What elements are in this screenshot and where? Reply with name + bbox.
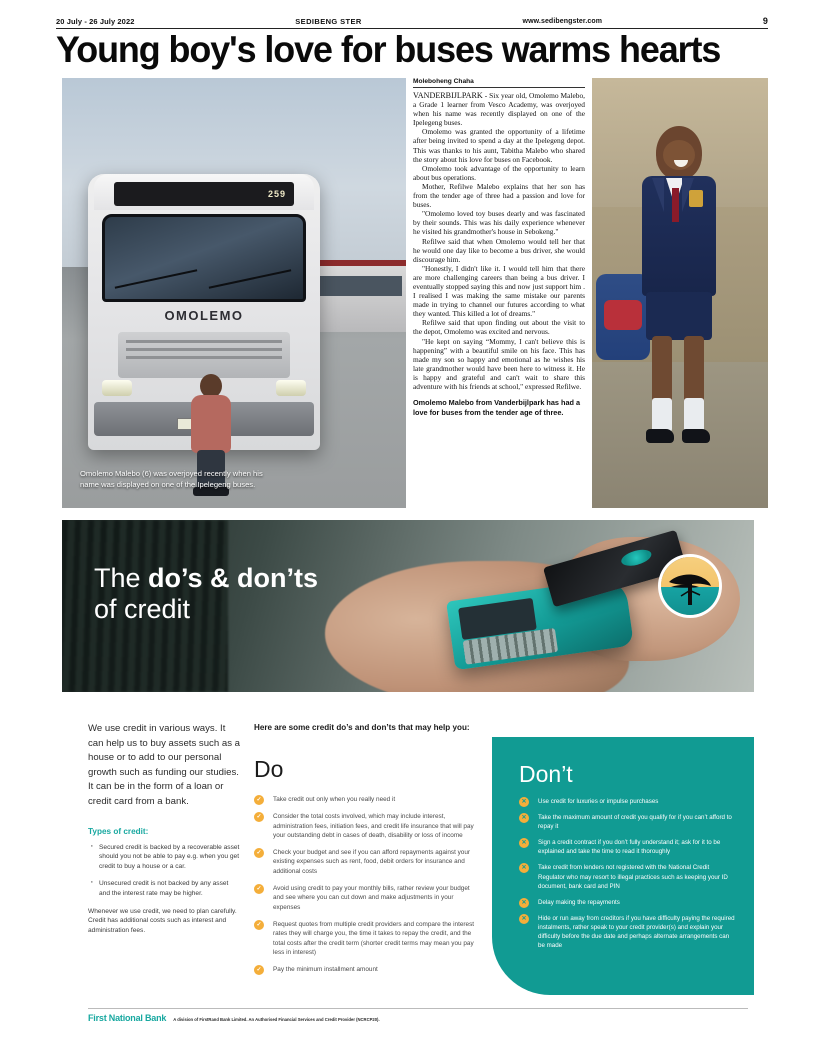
list-item <box>519 797 735 806</box>
list-item-text: Check your budget and see if you can afford repayments against your existing expenses such as rent, food, debit orders for insurance and additional costs <box>273 849 471 875</box>
credit-advert-banner <box>62 520 754 692</box>
types-of-credit-list <box>88 843 240 899</box>
school-tie <box>672 188 679 222</box>
cross-icon: ✕ <box>519 898 529 908</box>
masthead-page-number: 9 <box>762 16 768 26</box>
cross-icon: ✕ <box>519 838 529 848</box>
list-item-text: Pay the minimum installment amount <box>273 966 378 974</box>
article-paragraph: "He kept on saying “Mommy, I can't believe this is happening” with a beautiful smile on his face. This has made my son so happy and emotional as he wishes his late grandmother would have been here to witness it. He is happy and grateful and can't wait to share this adventure with his friends at school," expressed Refilwe. <box>413 336 585 391</box>
do-lead-text: Here are some credit do’s and don’ts that may help you: <box>254 723 470 732</box>
fnb-acacia-tree-logo-icon <box>661 557 719 615</box>
school-sock-right <box>684 398 704 432</box>
list-item <box>519 863 735 890</box>
list-item <box>254 848 482 876</box>
school-shoe-left <box>646 429 674 443</box>
schoolboy-smile <box>674 160 688 167</box>
list-item-text: Take credit out only when you really need it <box>273 796 396 803</box>
page-title: Young boy's love for buses warms hearts <box>56 29 721 70</box>
article-kicker: Omolemo Malebo from Vanderbijlpark has had a love for buses from the tender age of three. <box>413 398 581 418</box>
article-paragraph: Omolemo was granted the opportunity of a lifetime after being invited to spend a day at the Ipelegeng depot. This was thanks to his aunt, Tabitha Malebo who shared the story about his love for buses on Facebook. <box>413 127 585 164</box>
list-item <box>519 914 735 950</box>
article-paragraph: "Omolemo loved toy buses dearly and was fascinated by their sounds. This was his daily experience whenever he visited his grandmother's house in Sebokeng." <box>413 209 585 237</box>
card-contactless-icon <box>620 546 653 568</box>
footer-brand: First National Bank <box>88 1013 167 1023</box>
check-icon: ✓ <box>254 848 264 858</box>
credit-outro-text: Whenever we use credit, we need to plan carefully. Credit has additional costs such as interest and administration fees. <box>88 907 237 934</box>
article-body <box>413 78 585 508</box>
list-item-text: Take the maximum amount of credit you qualify for if you can’t afford to repay it <box>538 814 732 831</box>
advert-title <box>94 564 318 624</box>
footer <box>88 1013 748 1023</box>
list-item <box>519 898 735 907</box>
list-item <box>254 920 482 957</box>
advert-title-line-1 <box>94 564 318 593</box>
list-item <box>254 795 482 804</box>
advert-title-line-2: of credit <box>94 594 191 625</box>
masthead-date: 20 July - 26 July 2022 <box>56 16 135 26</box>
article-paragraph-text: - Six year old, Omolemo Malebo, a Grade 1 learner from Vesco Academy, was overjoyed when his name was recently displayed on one of the Ipelegeng buses. <box>413 91 585 128</box>
article-paragraph: "Honestly, I didn't like it. I would tell him that there are more challenging careers than being a bus driver. I eventually stopped saying this and now just support him . I realised I was making the same mistake our parents made in trying to channel our futures according to what they wanted. This killed a lot of dreams." <box>413 263 585 319</box>
list-item-text: Delay making the repayments <box>538 898 620 906</box>
masthead-publication: SEDIBENG STER <box>295 16 362 26</box>
masthead-website[interactable]: www.sedibengster.com <box>522 17 603 25</box>
article-byline: Moleboheng Chaha <box>413 78 585 88</box>
bus-name-decal: OMOLEMO <box>164 308 244 323</box>
school-shoe-right <box>682 429 710 443</box>
list-item <box>254 965 482 974</box>
article-paragraph: Refilwe said that upon finding out about the visit to the depot, Omolemo was excited and nervous. <box>413 318 585 337</box>
list-item-text: Avoid using credit to pay your monthly bills, rather review your budget and see where you can cut down and make adjustments in your expenses <box>273 885 470 911</box>
do-column <box>254 722 482 982</box>
list-item-text: Request quotes from multiple credit providers and compare the interest rates they will charge you, the time it takes to repay the credit, and the total costs after the credit term (shorter credit terms may mean you pay less in interest) <box>273 920 475 956</box>
check-icon: ✓ <box>254 920 264 930</box>
bus-photo <box>62 78 406 508</box>
do-heading: Do <box>254 756 284 782</box>
school-badge <box>689 190 703 207</box>
article-paragraph: Omolemo took advantage of the opportunity to learn about bus operations. <box>413 163 585 182</box>
bus-grille <box>118 332 290 378</box>
types-of-credit-heading: Types of credit: <box>88 826 149 836</box>
check-icon: ✓ <box>254 812 264 822</box>
list-item-text: Use credit for luxuries or impulse purchases <box>538 798 659 805</box>
cross-icon: ✕ <box>519 797 529 807</box>
bus-photo-caption: Omolemo Malebo (6) was overjoyed recently when his name was displayed on one of the Ipelegeng buses. <box>80 469 263 489</box>
credit-intro-text: We use credit in various ways. It can help us to buy assets such as a house or to add to our personal growth such as funding our studies. It can be in the form of a loan or credit card from a bank. <box>88 723 240 807</box>
school-sock-left <box>652 398 672 432</box>
dont-list <box>519 797 735 957</box>
do-list <box>254 795 482 974</box>
list-item-text: Hide or run away from creditors if you have difficulty paying the required instalments, rather speak to your credit provider(s) and explain your difficulty before the due date and perhaps alternate arrangements can be made <box>538 914 735 950</box>
check-icon: ✓ <box>254 795 264 805</box>
advert-title-emphasis: do’s & don’ts <box>148 563 319 593</box>
list-item: · Secured credit is backed by a recoverable asset should you not be able to pay e.g. when you get credit to buy a house or a car. <box>88 843 240 872</box>
school-shorts <box>646 292 712 340</box>
schoolboy-figure <box>626 126 730 492</box>
boy-portrait-photo <box>592 78 768 508</box>
acacia-tree-glyph <box>667 571 713 605</box>
list-item-text: Consider the total costs involved, which may include interest, administration fees, initiation fees, and credit life insurance that will pay your outstanding debt in cases of death, disability or loss of income <box>273 813 474 839</box>
bus-destination-board: 259 <box>114 182 294 206</box>
check-icon: ✓ <box>254 965 264 975</box>
credit-info-column <box>88 722 240 935</box>
blazer-lapel-left <box>652 178 664 212</box>
check-icon: ✓ <box>254 884 264 894</box>
list-item: · Unsecured credit is not backed by any asset and the interest rate may be higher. <box>88 879 240 898</box>
cross-icon: ✕ <box>519 914 529 924</box>
article-paragraph <box>413 91 585 127</box>
footer-divider <box>88 1008 748 1009</box>
masthead <box>56 14 768 28</box>
cross-icon: ✕ <box>519 813 529 823</box>
article-dateline: VANDERBIJLPARK <box>413 91 483 100</box>
dont-panel <box>492 737 754 995</box>
list-item <box>519 813 735 831</box>
cross-icon: ✕ <box>519 863 529 873</box>
bus-windshield <box>102 214 306 302</box>
bus-headlamp-left <box>102 380 132 396</box>
list-item <box>519 838 735 856</box>
schoolboy-face <box>663 140 695 170</box>
article-paragraph: Refilwe said that when Omolemo would tell her that he would one day like to become a bus driver, she would discourage him. <box>413 236 585 264</box>
bus-headlamp-right <box>276 380 306 396</box>
list-item <box>254 884 482 912</box>
list-item-text: Take credit from lenders not registered with the National Credit Regulator who may resort to illegal practices such as keeping your ID document, bank card and PIN <box>538 864 728 890</box>
dont-heading: Don’t <box>519 761 573 787</box>
article-paragraph: Mother, Refilwe Malebo explains that her son has from the tender age of three had a passion and love for buses. <box>413 181 585 210</box>
boy-jacket <box>191 395 231 453</box>
list-item-text: Sign a credit contract if you don’t fully understand it; ask for it to be explained and take the time to read it thoroughly <box>538 839 721 856</box>
schoolboy-head <box>656 126 702 180</box>
advert-title-the: The <box>94 563 149 593</box>
background-bus <box>310 260 406 332</box>
list-item <box>254 812 482 840</box>
footer-legal-text: A division of FirstRand Bank Limited. An Authorised Financial Services and Credit Provider (NCRCP20). <box>173 1017 380 1022</box>
